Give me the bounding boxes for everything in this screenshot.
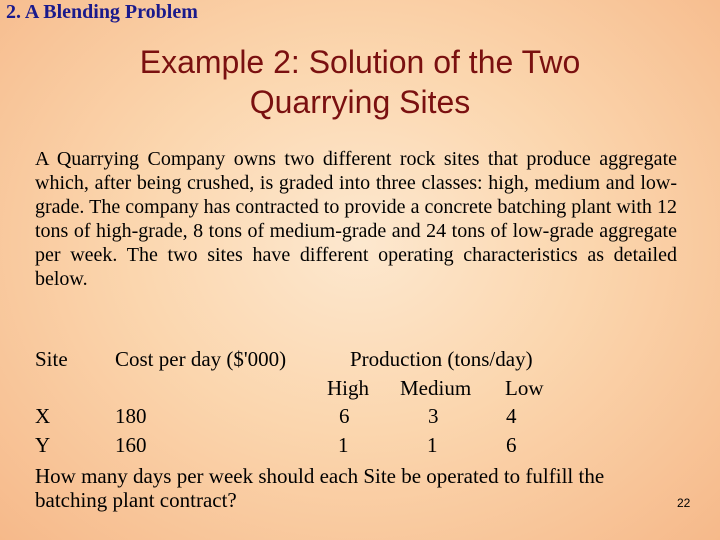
title-line-2: Quarrying Sites [249,84,471,120]
header-production: Production (tons/day) [350,347,533,371]
row-y-medium: 1 [427,433,438,457]
subheader-low: Low [505,376,544,400]
subheader-high: High [327,376,369,400]
row-y-cost: 160 [115,433,147,457]
row-x-site: X [35,404,51,428]
title-line-1: Example 2: Solution of the Two [139,44,581,80]
row-x-low: 4 [506,404,517,428]
question-text: How many days per week should each Site be operated to fulfill the batching plant contract? [35,464,605,512]
subheader-medium: Medium [400,376,472,400]
row-x-high: 6 [339,404,350,428]
problem-description: A Quarrying Company owns two different rock sites that produce aggregate which, after being crushed, is graded into three classes: high, medium and low-grade. The company has contracted to provide a concrete batching plant with 12 tons of high-grade, 8 tons of medium-grade and 24 tons of low-grade aggregate per week. The two sites have different operating characteristics as detailed below. [35,148,677,290]
section-header: 2. A Blending Problem [6,1,198,23]
row-y-site: Y [35,433,51,457]
page-number: 22 [677,496,691,510]
row-y-low: 6 [506,433,517,457]
slide-title [40,42,680,122]
header-cost: Cost per day ($'000) [115,347,287,371]
row-x-medium: 3 [428,404,439,428]
header-site: Site [35,347,68,371]
row-x-cost: 180 [115,404,147,428]
row-y-high: 1 [338,433,349,457]
